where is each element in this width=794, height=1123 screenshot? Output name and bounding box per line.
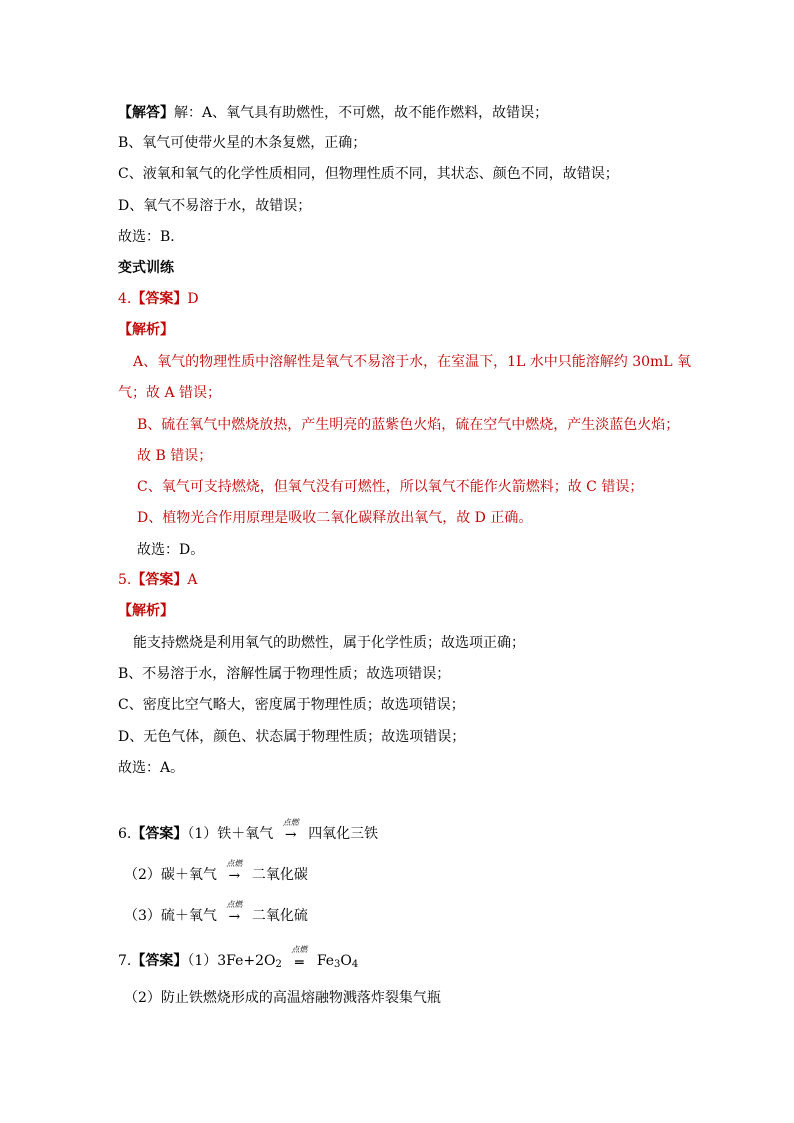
q3-line-1-text: 解：A、氧气具有助燃性，不可燃，故不能作燃料，故错误； [174,105,549,121]
q7-o2-subscript: 2 [275,959,282,970]
q5-line-4: D、无色气体，颜色、状态属于物理性质；故选项错误； [118,729,466,745]
reaction-arrow [221,900,247,925]
q4-analysis-c: C、氧气可支持燃烧，但氧气没有可燃性，所以氧气不能作火箭燃料；故 C 错误； [137,479,644,495]
q7-line-1 [118,945,359,971]
reaction-condition: 点燃 [226,900,243,909]
q5-analysis-tag: 【解析】 [118,603,174,619]
q4-answer-tag: 【答案】 [131,291,188,307]
q5-choice: 故选：A。 [118,760,185,776]
q7-answer-tag: 【答案】 [131,953,188,969]
q6-line-2 [124,859,308,884]
q5-answer-tag: 【答案】 [131,572,188,588]
reaction-arrow [221,859,247,884]
q6-r3-product: 二氧化硫 [251,908,308,924]
reaction-condition: 点燃 [226,859,243,868]
q7-number: 7. [118,953,132,969]
q6-answer-tag: 【答案】 [131,826,188,842]
q4-analysis-a-cont: 气；故 A 错误； [118,385,222,401]
q3-line-1 [118,104,548,122]
q5-line-1: 能支持燃烧是利用氧气的助燃性，属于化学性质；故选项正确； [133,635,525,651]
q5-answer: A [187,572,198,588]
q5-line-3: C、密度比空气略大，密度属于物理性质；故选项错误； [118,697,465,713]
q3-line-2: B、氧气可使带火星的木条复燃，正确； [118,135,367,151]
arrow-icon: → [284,827,297,843]
q5-answer-line [118,571,197,589]
q3-choice: 故选：B． [118,229,185,245]
arrow-icon: → [228,909,241,925]
q7-product: $Fe_3O_4$ [316,953,359,970]
q4-number: 4. [118,291,132,307]
q6-line-3 [124,900,308,925]
q6-r2-product: 二氧化碳 [251,867,308,883]
q4-analysis-b: B、硫在氧气中燃烧放热，产生明亮的蓝紫色火焰，硫在空气中燃烧，产生淡蓝色火焰； [137,417,680,433]
q7-line-2: （2）防止铁燃烧形成的高温熔融物溅落炸裂集气瓶 [124,990,441,1006]
q6-r3-reactants: （3）硫＋氧气 [124,908,217,924]
q6-line-1 [118,818,379,843]
q3-answer-tag: 【解答】 [118,105,174,121]
q4-analysis-tag: 【解析】 [118,322,174,338]
q4-analysis-a: A、氧气的物理性质中溶解性是氧气不易溶于水，在室温下，1L 水中只能溶解约 30mL 氧 [133,354,692,370]
reaction-arrow [278,818,304,843]
q4-choice: 故选：D。 [137,542,205,558]
q6-number: 6. [118,826,132,842]
equation-sign [286,945,312,971]
reaction-condition: 点燃 [282,818,299,827]
equals-icon: ═ [295,955,304,971]
equation-condition: 点燃 [291,945,308,954]
arrow-icon: → [228,868,241,884]
section-title: 变式训练 [118,260,174,276]
q7-reactants: （1）3Fe+2O [187,953,276,969]
q4-answer: D [187,291,199,307]
q3-line-3: C、液氧和氧气的化学性质相同，但物理性质不同，其状态、颜色不同，故错误； [118,166,619,182]
q4-analysis-d: D、植物光合作用原理是吸收二氧化碳释放出氧气，故 D 正确。 [137,510,533,526]
q3-line-4: D、氧气不易溶于水，故错误； [118,198,312,214]
q4-answer-line [118,290,199,308]
q5-line-2: B、不易溶于水，溶解性属于物理性质；故选项错误； [118,666,451,682]
q5-number: 5. [118,572,132,588]
q6-r2-reactants: （2）碳＋氧气 [124,867,217,883]
q4-analysis-b-cont: 故 B 错误； [137,448,213,464]
q6-r1-product: 四氧化三铁 [308,826,379,842]
q6-r1-reactants: （1）铁＋氧气 [187,826,274,842]
